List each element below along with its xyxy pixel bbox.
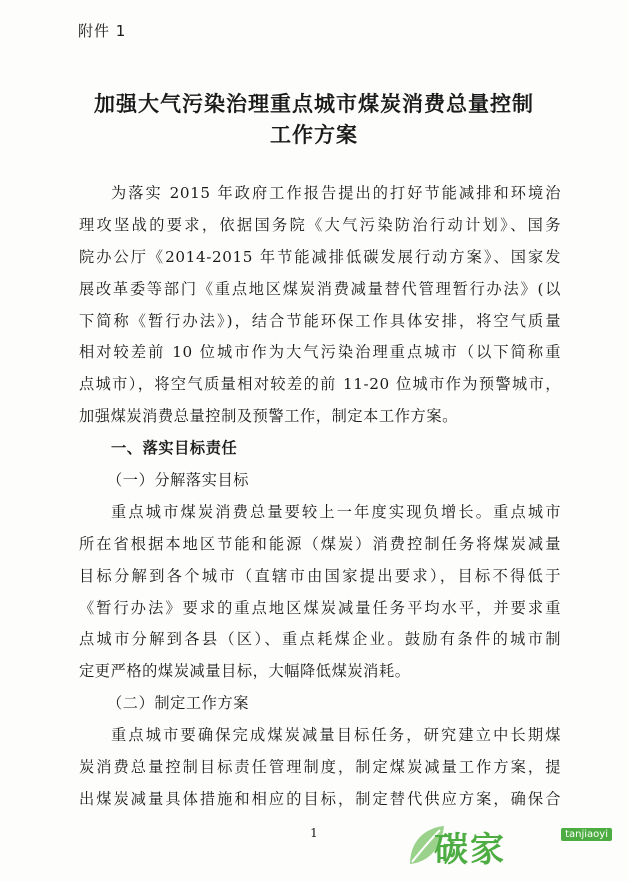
body-line: 下简称《暂行办法》)，结合节能环保工作具体安排，将空气质量 (79, 311, 561, 330)
body-line: 所在省根据本地区节能和能源（煤炭）消费控制任务将煤炭减量 (79, 534, 561, 553)
body-line: 相对较差前 10 位城市作为大气污染治理重点城市（以下简称重 (79, 343, 561, 362)
document-body (79, 178, 561, 816)
watermark-brand-text: 碳家 (434, 830, 506, 870)
watermark-url: tanjiaoyi (561, 828, 612, 841)
subsection-heading: （一）分解落实目标 (107, 471, 250, 490)
body-line: 重点城市煤炭消费总量要较上一年度实现负增长。重点城市 (111, 502, 561, 521)
body-line: 为落实 2015 年政府工作报告提出的打好节能减排和环境治 (111, 184, 561, 202)
body-line: 出煤炭减量具体措施和相应的目标，制定替代供应方案，确保合 (79, 789, 561, 808)
body-line: 加强煤炭消费总量控制及预警工作，制定本工作方案。 (79, 407, 458, 426)
watermark-logo (404, 818, 614, 874)
body-line: 院办公厅《2014-2015 年节能减排低碳发展行动方案》、国家发 (79, 247, 561, 266)
section-heading: 一、落实目标责任 (111, 439, 238, 458)
body-line: 定更严格的煤炭减量目标，大幅降低煤炭消耗。 (79, 662, 411, 681)
attachment-label: 附件 1 (78, 22, 127, 40)
body-line: 展改革委等部门《重点地区煤炭消费减量替代管理暂行办法》(以 (79, 279, 561, 298)
body-line: 炭消费总量控制目标责任管理制度，制定煤炭减量工作方案，提 (79, 758, 561, 777)
body-line: 目标分解到各个城市（直辖市由国家提出要求），目标不得低于 (79, 566, 561, 585)
body-line: 《暂行办法》要求的重点地区煤炭减量任务平均水平，并要求重 (79, 598, 561, 617)
body-line: 理攻坚战的要求，依据国务院《大气污染防治行动计划》、国务 (79, 215, 561, 234)
document-title-line-1: 加强大气污染治理重点城市煤炭消费总量控制 (94, 91, 534, 116)
subsection-heading: （二）制定工作方案 (107, 694, 250, 713)
body-line: 点城市），将空气质量相对较差的前 11-20 位城市作为预警城市， (79, 375, 561, 394)
document-title-line-2: 工作方案 (270, 122, 358, 147)
body-line: 重点城市要确保完成煤炭减量目标任务，研究建立中长期煤 (111, 726, 561, 745)
page-number: 1 (310, 826, 318, 840)
body-line: 点城市分解到各县（区）、重点耗煤企业。鼓励有条件的城市制 (79, 630, 561, 649)
